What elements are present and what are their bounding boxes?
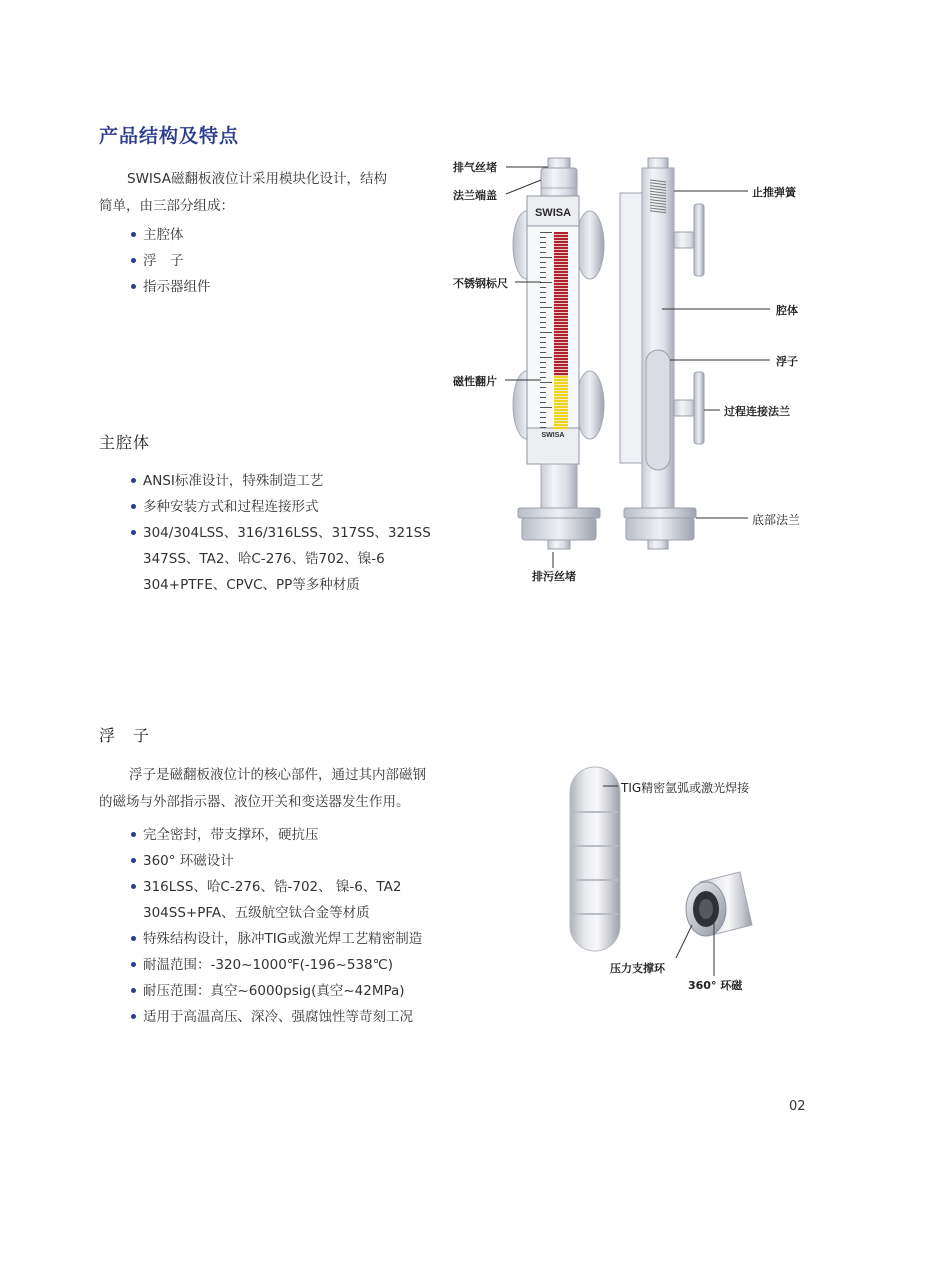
- flap: [554, 361, 568, 363]
- flap: [554, 289, 568, 291]
- flap: [554, 427, 568, 429]
- ring-magnet: [686, 872, 752, 936]
- tick: [540, 417, 546, 418]
- flap: [554, 253, 568, 255]
- tick: [540, 372, 546, 373]
- flap: [554, 421, 568, 423]
- right-gauge-view: [620, 158, 704, 549]
- bullet-dot: [131, 936, 136, 941]
- bottom-flange-right: [624, 508, 696, 518]
- flap: [554, 331, 568, 333]
- flange-cap-part: [541, 168, 577, 190]
- list-item: ANSI标准设计，特殊制造工艺: [131, 468, 431, 494]
- flap: [554, 415, 568, 417]
- float-intro-line-2: 的磁场与外部指示器、液位开关和变送器发生作用。: [99, 794, 410, 810]
- tick: [540, 362, 546, 363]
- flap: [554, 319, 568, 321]
- flap: [554, 316, 568, 318]
- flap: [554, 397, 568, 399]
- tick: [540, 277, 546, 278]
- process-flange-upper: [694, 204, 704, 276]
- tick: [540, 257, 552, 258]
- flap: [554, 274, 568, 276]
- label-support-ring: 压力支撑环: [610, 962, 665, 975]
- bottom-flange-left: [518, 508, 600, 518]
- label-magnetic-flap: 磁性翻片: [453, 375, 497, 388]
- tick: [540, 357, 552, 358]
- list-item: 耐温范围：-320~1000℉(-196~538℃): [131, 952, 422, 978]
- flap: [554, 280, 568, 282]
- label-drain-plug: 排污丝堵: [532, 570, 576, 583]
- list-item: 适用于高温高压、深冷、强腐蚀性等苛刻工况: [131, 1004, 422, 1030]
- float-feature-list: [131, 822, 422, 1030]
- flap: [554, 292, 568, 294]
- bullet-dot: [131, 988, 136, 993]
- flap: [554, 391, 568, 393]
- flap: [554, 298, 568, 300]
- flap: [554, 337, 568, 339]
- flap: [554, 364, 568, 366]
- flap: [554, 376, 568, 378]
- label-ring-magnet: 360° 环磁: [688, 979, 743, 992]
- tick: [540, 262, 546, 263]
- bullet-dot: [131, 884, 136, 889]
- label-bottom-flange: 底部法兰: [752, 513, 801, 527]
- flap: [554, 334, 568, 336]
- list-item: 完全密封，带支撑环，硬抗压: [131, 822, 422, 848]
- flap: [554, 367, 568, 369]
- gauge-diagram: [0, 0, 950, 620]
- brand-label-bottom: SWISA: [541, 432, 565, 439]
- flap: [554, 424, 568, 426]
- tick: [540, 312, 546, 313]
- flap: [554, 262, 568, 264]
- flap: [554, 403, 568, 405]
- bullet-dot: [131, 1014, 136, 1019]
- flap: [554, 283, 568, 285]
- tick: [540, 382, 552, 383]
- bullet-dot: [131, 962, 136, 967]
- flap: [554, 352, 568, 354]
- label-vent-plug: 排气丝堵: [453, 161, 497, 174]
- tick: [540, 337, 546, 338]
- tick: [540, 232, 552, 233]
- tick: [540, 252, 546, 253]
- flap: [554, 286, 568, 288]
- flap: [554, 322, 568, 324]
- page-title: 产品结构及特点: [99, 125, 240, 147]
- tick: [540, 322, 546, 323]
- flap: [554, 265, 568, 267]
- flap: [554, 328, 568, 330]
- process-flange-lower: [694, 372, 704, 444]
- flap: [554, 259, 568, 261]
- tick: [540, 237, 546, 238]
- float-intro-line-1: 浮子是磁翻板液位计的核心部件，通过其内部磁钢: [129, 767, 426, 783]
- label-tig-weld: TIG精密氩弧或激光焊接: [621, 781, 750, 795]
- intro-line-2: 简单，由三部分组成：: [99, 198, 234, 214]
- flap: [554, 400, 568, 402]
- flap: [554, 271, 568, 273]
- flap: [554, 349, 568, 351]
- tick: [540, 282, 552, 283]
- flap: [554, 379, 568, 381]
- bullet-dot: [131, 832, 136, 837]
- flap: [554, 373, 568, 375]
- float-intro: [99, 762, 479, 816]
- flap: [554, 232, 568, 234]
- flap: [554, 313, 568, 315]
- indicator-panel: [527, 196, 579, 464]
- flap: [554, 346, 568, 348]
- tick: [540, 367, 546, 368]
- flap: [554, 238, 568, 240]
- flap: [554, 304, 568, 306]
- flap: [554, 409, 568, 411]
- tick: [540, 407, 552, 408]
- flap: [554, 235, 568, 237]
- flap: [554, 241, 568, 243]
- flap: [554, 247, 568, 249]
- list-item: 360° 环磁设计: [131, 848, 422, 874]
- list-item: 特殊结构设计，脉冲TIG或激光焊工艺精密制造: [131, 926, 422, 952]
- label-float: 浮子: [776, 355, 798, 368]
- list-item: 316LSS、哈C-276、锆-702、 镍-6、TA2 304SS+PFA、五级航空钛合金等材质: [131, 874, 422, 926]
- indicator-side-panel: [620, 193, 644, 463]
- float-part: [646, 350, 670, 470]
- tick: [540, 272, 546, 273]
- list-item: 指示器组件: [131, 274, 211, 300]
- flap: [554, 412, 568, 414]
- tick: [540, 267, 546, 268]
- page-number: 02: [789, 1099, 806, 1114]
- flap: [554, 295, 568, 297]
- tick: [540, 327, 546, 328]
- label-stop-spring: 止推弹簧: [752, 186, 796, 199]
- flap: [554, 355, 568, 357]
- tick: [540, 317, 546, 318]
- tick: [540, 392, 546, 393]
- label-flange-cap: 法兰端盖: [453, 189, 497, 202]
- tick: [540, 347, 546, 348]
- drain-plug-part: [548, 540, 570, 549]
- tick: [540, 242, 546, 243]
- tick: [540, 307, 552, 308]
- float-heading: 浮 子: [99, 726, 151, 745]
- flap: [554, 256, 568, 258]
- tick: [540, 397, 546, 398]
- label-process-flange: 过程连接法兰: [724, 405, 790, 418]
- tick: [540, 342, 546, 343]
- main-body-heading: 主腔体: [99, 433, 151, 452]
- tick: [540, 412, 546, 413]
- list-item: 浮 子: [131, 248, 211, 274]
- label-stainless-scale: 不锈钢标尺: [453, 277, 508, 290]
- tick: [540, 332, 552, 333]
- tick: [540, 402, 546, 403]
- flap: [554, 343, 568, 345]
- list-item: 主腔体: [131, 222, 211, 248]
- list-item: 304/304LSS、316/316LSS、317SS、321SS 347SS、TA2、哈C-276、锆702、镍-6 304+PTFE、CPVC、PP等多种材质: [131, 520, 431, 598]
- list-item: 耐压范围：真空~6000psig(真空~42MPa): [131, 978, 422, 1004]
- flap: [554, 370, 568, 372]
- tick: [540, 427, 546, 428]
- tick: [540, 287, 546, 288]
- tick: [540, 292, 546, 293]
- flap: [554, 277, 568, 279]
- intro-line-1: SWISA磁翻板液位计采用模块化设计，结构: [127, 171, 387, 187]
- tick: [540, 297, 546, 298]
- flap: [554, 382, 568, 384]
- tick: [540, 387, 546, 388]
- flap: [554, 358, 568, 360]
- tick: [540, 352, 546, 353]
- flap: [554, 388, 568, 390]
- brand-label-top: SWISA: [534, 207, 572, 219]
- tick: [540, 247, 546, 248]
- tick: [540, 422, 546, 423]
- flap: [554, 301, 568, 303]
- float-capsule: [570, 767, 620, 951]
- flap: [554, 310, 568, 312]
- float-leader-lines: [603, 786, 714, 976]
- flap: [554, 340, 568, 342]
- bullet-dot: [131, 858, 136, 863]
- flap: [554, 307, 568, 309]
- flap: [554, 250, 568, 252]
- process-flange-upper-pipe: [674, 232, 696, 248]
- flap: [554, 268, 568, 270]
- tick: [540, 377, 546, 378]
- flap: [554, 394, 568, 396]
- label-chamber: 腔体: [776, 304, 798, 317]
- flap: [554, 244, 568, 246]
- flap: [554, 385, 568, 387]
- flap: [554, 418, 568, 420]
- tick: [540, 302, 546, 303]
- float-bands: [572, 812, 618, 914]
- flap: [554, 325, 568, 327]
- flap: [554, 406, 568, 408]
- left-gauge-view: [513, 158, 604, 549]
- list-item: 多种安装方式和过程连接形式: [131, 494, 431, 520]
